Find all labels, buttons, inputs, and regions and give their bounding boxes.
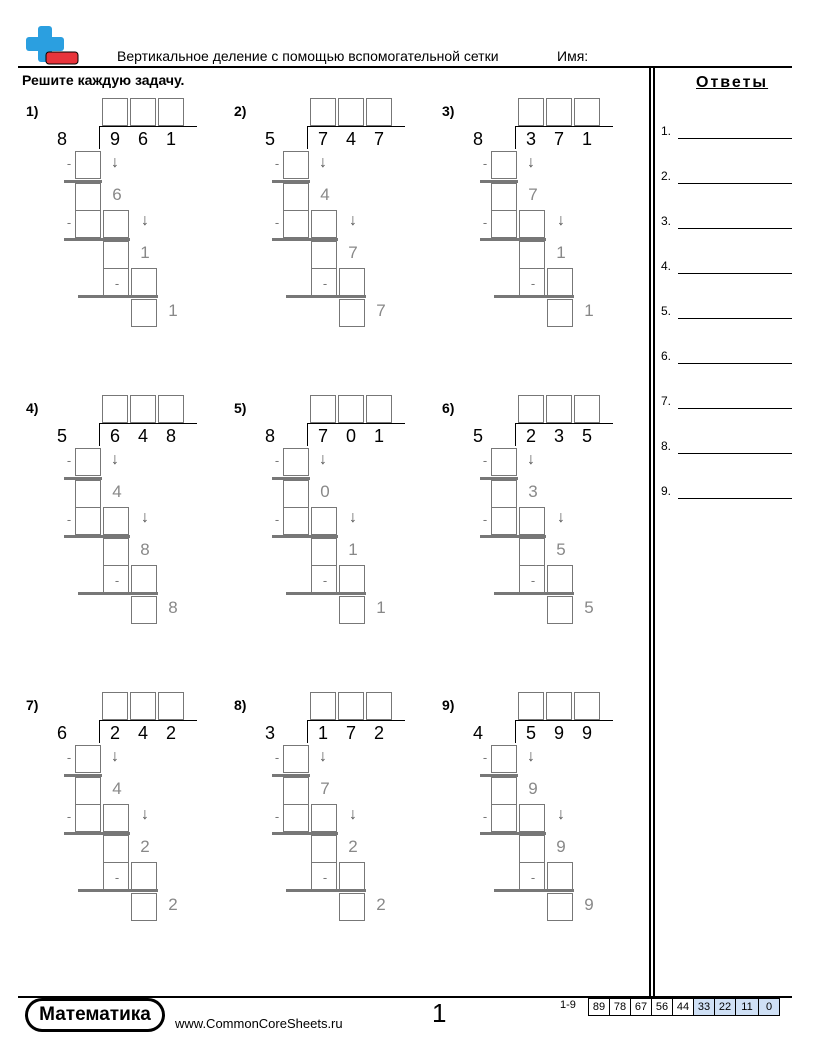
work-box (103, 804, 129, 832)
minus-sign: - (274, 215, 280, 230)
answer-blank (678, 408, 792, 409)
answer-blank (678, 363, 792, 364)
arrow-down-icon: ↓ (111, 748, 119, 765)
work-box (131, 596, 157, 624)
arrow-down-icon: ↓ (527, 451, 535, 468)
subtract-bar (494, 592, 574, 595)
subtract-bar (78, 295, 158, 298)
header-rule (18, 66, 792, 68)
minus-sign: - (66, 809, 72, 824)
bring-down-digit: 0 (320, 482, 330, 501)
bring-down-digit: 5 (556, 540, 566, 559)
work-box (311, 804, 337, 832)
divisor: 5 (264, 129, 275, 149)
answer-number: 9. (661, 484, 672, 498)
dividend-digit: 7 (317, 426, 328, 446)
minus-sign: - (274, 512, 280, 527)
quotient-box (102, 98, 128, 126)
work-box (311, 565, 337, 593)
subtract-bar (494, 889, 574, 892)
work-box (103, 565, 129, 593)
work-box (75, 183, 101, 211)
work-box (519, 268, 545, 296)
remainder-digit: 1 (376, 598, 386, 617)
arrow-down-icon: ↓ (141, 509, 149, 526)
answer-number: 4. (661, 259, 672, 273)
work-box (103, 538, 129, 566)
divisor: 8 (472, 129, 483, 149)
dividend-digit: 8 (165, 426, 176, 446)
minus-sign: - (530, 573, 536, 588)
work-box (491, 183, 517, 211)
work-box (283, 804, 309, 832)
page-number: 1 (432, 998, 447, 1028)
problem-number: 1) (26, 103, 39, 119)
problem-8 (234, 692, 434, 952)
minus-sign: - (322, 276, 328, 291)
subtract-bar (78, 889, 158, 892)
work-box (103, 210, 129, 238)
minus-sign: - (482, 453, 488, 468)
minus-sign: - (482, 750, 488, 765)
subtract-bar (286, 889, 366, 892)
work-box (547, 565, 573, 593)
quotient-box (310, 395, 336, 423)
work-box (311, 862, 337, 890)
division-bracket (307, 127, 308, 149)
work-box (75, 210, 101, 238)
arrow-down-icon: ↓ (111, 451, 119, 468)
arrow-down-icon: ↓ (111, 154, 119, 171)
work-box (103, 862, 129, 890)
score-cell: 67 (631, 998, 652, 1016)
quotient-box (158, 395, 184, 423)
dividend-digit: 3 (525, 129, 536, 149)
work-box (491, 804, 517, 832)
work-box (75, 480, 101, 508)
bring-down-digit: 8 (140, 540, 150, 559)
quotient-line (515, 720, 613, 721)
dividend-digit: 5 (581, 426, 592, 446)
division-bracket (99, 127, 100, 149)
bring-down-digit: 1 (556, 243, 566, 262)
problem-7 (26, 692, 226, 952)
math-badge (25, 998, 165, 1032)
dividend-digit: 2 (525, 426, 536, 446)
quotient-box (130, 692, 156, 720)
work-box (547, 299, 573, 327)
remainder-digit: 5 (584, 598, 594, 617)
divisor: 5 (472, 426, 483, 446)
answer-blank (678, 318, 792, 319)
dividend-digit: 1 (317, 723, 328, 743)
quotient-box (310, 98, 336, 126)
bring-down-digit: 7 (348, 243, 358, 262)
arrow-down-icon: ↓ (557, 806, 565, 823)
dividend-digit: 6 (137, 129, 148, 149)
work-box (519, 538, 545, 566)
quotient-line (99, 423, 197, 424)
work-box (75, 777, 101, 805)
remainder-digit: 8 (168, 598, 178, 617)
divisor: 4 (472, 723, 483, 743)
subtract-bar (286, 592, 366, 595)
problem-2 (234, 98, 434, 358)
minus-sign: - (530, 276, 536, 291)
minus-sign: - (482, 215, 488, 230)
work-box (103, 507, 129, 535)
quotient-box (338, 692, 364, 720)
bring-down-digit: 9 (556, 837, 566, 856)
arrow-down-icon: ↓ (319, 748, 327, 765)
quotient-line (307, 126, 405, 127)
divisor: 3 (264, 723, 275, 743)
arrow-down-icon: ↓ (349, 509, 357, 526)
answer-blank (678, 498, 792, 499)
problem-9 (442, 692, 642, 952)
work-box (131, 893, 157, 921)
work-box (339, 268, 365, 296)
bring-down-digit: 4 (112, 779, 122, 798)
problem-number: 8) (234, 697, 247, 713)
arrow-down-icon: ↓ (319, 154, 327, 171)
work-box (547, 862, 573, 890)
work-box (283, 745, 309, 773)
minus-sign: - (322, 573, 328, 588)
minus-sign: - (66, 453, 72, 468)
score-range-label: 1-9 (560, 999, 576, 1011)
problem-number: 7) (26, 697, 39, 713)
remainder-digit: 9 (584, 895, 594, 914)
dividend-digit: 7 (345, 723, 356, 743)
score-cell: 0 (759, 998, 780, 1016)
work-box (491, 151, 517, 179)
quotient-box (574, 692, 600, 720)
bring-down-digit: 2 (140, 837, 150, 856)
dividend-digit: 3 (553, 426, 564, 446)
quotient-box (574, 395, 600, 423)
division-bracket (99, 424, 100, 446)
score-cell: 44 (673, 998, 694, 1016)
problem-number: 6) (442, 400, 455, 416)
problem-4 (26, 395, 226, 655)
worksheet-title: Вертикальное деление с помощью вспомогательной сетки (117, 48, 499, 64)
answer-number: 1. (661, 124, 672, 138)
work-box (103, 835, 129, 863)
bring-down-digit: 7 (528, 185, 538, 204)
quotient-box (338, 98, 364, 126)
work-box (75, 804, 101, 832)
work-box (519, 241, 545, 269)
bring-down-digit: 4 (112, 482, 122, 501)
arrow-down-icon: ↓ (141, 806, 149, 823)
math-badge-label: Математика (28, 1001, 162, 1029)
quotient-box (158, 692, 184, 720)
quotient-line (515, 423, 613, 424)
dividend-digit: 9 (109, 129, 120, 149)
problem-number: 9) (442, 697, 455, 713)
bring-down-digit: 1 (348, 540, 358, 559)
quotient-box (546, 692, 572, 720)
quotient-line (99, 126, 197, 127)
minus-sign: - (114, 573, 120, 588)
divisor: 8 (56, 129, 67, 149)
arrow-down-icon: ↓ (557, 212, 565, 229)
work-box (519, 565, 545, 593)
quotient-box (518, 692, 544, 720)
score-cell: 78 (610, 998, 631, 1016)
quotient-box (366, 98, 392, 126)
minus-sign: - (66, 750, 72, 765)
minus-sign: - (274, 453, 280, 468)
dividend-digit: 4 (137, 426, 148, 446)
work-box (491, 448, 517, 476)
arrow-down-icon: ↓ (527, 748, 535, 765)
division-bracket (307, 424, 308, 446)
work-box (75, 507, 101, 535)
work-box (491, 777, 517, 805)
quotient-line (99, 720, 197, 721)
dividend-digit: 7 (553, 129, 564, 149)
minus-sign: - (66, 512, 72, 527)
work-box (339, 893, 365, 921)
work-box (311, 538, 337, 566)
problem-number: 2) (234, 103, 247, 119)
quotient-line (307, 720, 405, 721)
answer-column-divider (653, 68, 655, 996)
minus-sign: - (114, 276, 120, 291)
minus-sign: - (114, 870, 120, 885)
remainder-digit: 2 (168, 895, 178, 914)
quotient-box (130, 395, 156, 423)
division-bracket (307, 721, 308, 743)
work-box (131, 862, 157, 890)
dividend-digit: 2 (109, 723, 120, 743)
instructions: Решите каждую задачу. (22, 72, 185, 88)
work-box (519, 507, 545, 535)
work-box (519, 835, 545, 863)
minus-sign: - (482, 512, 488, 527)
dividend-digit: 1 (581, 129, 592, 149)
minus-sign: - (66, 156, 72, 171)
work-box (339, 299, 365, 327)
plus-minus-logo-icon (22, 24, 80, 68)
division-bracket (515, 127, 516, 149)
work-box (339, 862, 365, 890)
work-box (75, 448, 101, 476)
quotient-box (338, 395, 364, 423)
dividend-digit: 4 (345, 129, 356, 149)
quotient-box (366, 692, 392, 720)
arrow-down-icon: ↓ (527, 154, 535, 171)
problem-number: 5) (234, 400, 247, 416)
work-box (311, 268, 337, 296)
site-url: www.CommonCoreSheets.ru (175, 1016, 343, 1031)
answer-blank (678, 183, 792, 184)
quotient-box (130, 98, 156, 126)
bring-down-digit: 2 (348, 837, 358, 856)
work-box (519, 804, 545, 832)
remainder-digit: 2 (376, 895, 386, 914)
minus-sign: - (530, 870, 536, 885)
score-table (588, 998, 780, 1014)
work-box (283, 507, 309, 535)
work-box (339, 565, 365, 593)
remainder-digit: 1 (168, 301, 178, 320)
work-box (283, 151, 309, 179)
dividend-digit: 4 (137, 723, 148, 743)
work-box (311, 210, 337, 238)
quotient-box (546, 395, 572, 423)
score-cell: 89 (588, 998, 610, 1016)
quotient-box (102, 395, 128, 423)
bring-down-digit: 7 (320, 779, 330, 798)
work-box (491, 480, 517, 508)
problem-6 (442, 395, 642, 655)
answer-blank (678, 138, 792, 139)
quotient-box (518, 98, 544, 126)
answers-title: Ответы (696, 74, 769, 91)
division-bracket (99, 721, 100, 743)
remainder-digit: 1 (584, 301, 594, 320)
answer-column-divider (649, 68, 651, 996)
arrow-down-icon: ↓ (557, 509, 565, 526)
bring-down-digit: 4 (320, 185, 330, 204)
bring-down-digit: 3 (528, 482, 538, 501)
divisor: 8 (264, 426, 275, 446)
problem-1 (26, 98, 226, 358)
divisor: 5 (56, 426, 67, 446)
work-box (103, 241, 129, 269)
arrow-down-icon: ↓ (349, 212, 357, 229)
subtract-bar (286, 295, 366, 298)
minus-sign: - (274, 809, 280, 824)
quotient-box (158, 98, 184, 126)
minus-sign: - (482, 809, 488, 824)
dividend-digit: 5 (525, 723, 536, 743)
quotient-line (307, 423, 405, 424)
arrow-down-icon: ↓ (141, 212, 149, 229)
bring-down-digit: 6 (112, 185, 122, 204)
answer-number: 2. (661, 169, 672, 183)
quotient-box (574, 98, 600, 126)
work-box (547, 596, 573, 624)
answer-number: 5. (661, 304, 672, 318)
minus-sign: - (322, 870, 328, 885)
work-box (131, 565, 157, 593)
minus-sign: - (274, 156, 280, 171)
quotient-box (102, 692, 128, 720)
problem-number: 3) (442, 103, 455, 119)
dividend-digit: 0 (345, 426, 356, 446)
problem-number: 4) (26, 400, 39, 416)
answer-blank (678, 453, 792, 454)
work-box (491, 210, 517, 238)
quotient-box (366, 395, 392, 423)
minus-sign: - (274, 750, 280, 765)
problem-5 (234, 395, 434, 655)
work-box (311, 507, 337, 535)
score-cell: 11 (736, 998, 759, 1016)
arrow-down-icon: ↓ (349, 806, 357, 823)
dividend-digit: 7 (373, 129, 384, 149)
dividend-digit: 7 (317, 129, 328, 149)
work-box (75, 151, 101, 179)
answer-number: 6. (661, 349, 672, 363)
work-box (131, 268, 157, 296)
divisor: 6 (56, 723, 67, 743)
dividend-digit: 2 (373, 723, 384, 743)
answer-number: 8. (661, 439, 672, 453)
name-label: Имя: (557, 48, 589, 64)
work-box (283, 448, 309, 476)
minus-sign: - (66, 215, 72, 230)
work-box (75, 745, 101, 773)
dividend-digit: 9 (581, 723, 592, 743)
arrow-down-icon: ↓ (319, 451, 327, 468)
quotient-box (546, 98, 572, 126)
work-box (283, 210, 309, 238)
subtract-bar (494, 295, 574, 298)
division-bracket (515, 721, 516, 743)
minus-sign: - (482, 156, 488, 171)
work-box (519, 862, 545, 890)
work-box (491, 507, 517, 535)
work-box (519, 210, 545, 238)
score-cell: 56 (652, 998, 673, 1016)
quotient-box (310, 692, 336, 720)
dividend-digit: 1 (165, 129, 176, 149)
answer-blank (678, 228, 792, 229)
work-box (103, 268, 129, 296)
work-box (311, 241, 337, 269)
bring-down-digit: 1 (140, 243, 150, 262)
dividend-digit: 1 (373, 426, 384, 446)
work-box (491, 745, 517, 773)
dividend-digit: 9 (553, 723, 564, 743)
quotient-line (515, 126, 613, 127)
answer-blank (678, 273, 792, 274)
work-box (339, 596, 365, 624)
quotient-box (518, 395, 544, 423)
bring-down-digit: 9 (528, 779, 538, 798)
score-cell: 33 (694, 998, 715, 1016)
subtract-bar (78, 592, 158, 595)
work-box (283, 777, 309, 805)
dividend-digit: 6 (109, 426, 120, 446)
problem-3 (442, 98, 642, 358)
answer-number: 7. (661, 394, 672, 408)
remainder-digit: 7 (376, 301, 386, 320)
work-box (283, 480, 309, 508)
work-box (547, 893, 573, 921)
dividend-digit: 2 (165, 723, 176, 743)
work-box (283, 183, 309, 211)
score-cell: 22 (715, 998, 736, 1016)
work-box (131, 299, 157, 327)
work-box (547, 268, 573, 296)
work-box (311, 835, 337, 863)
answer-number: 3. (661, 214, 672, 228)
division-bracket (515, 424, 516, 446)
